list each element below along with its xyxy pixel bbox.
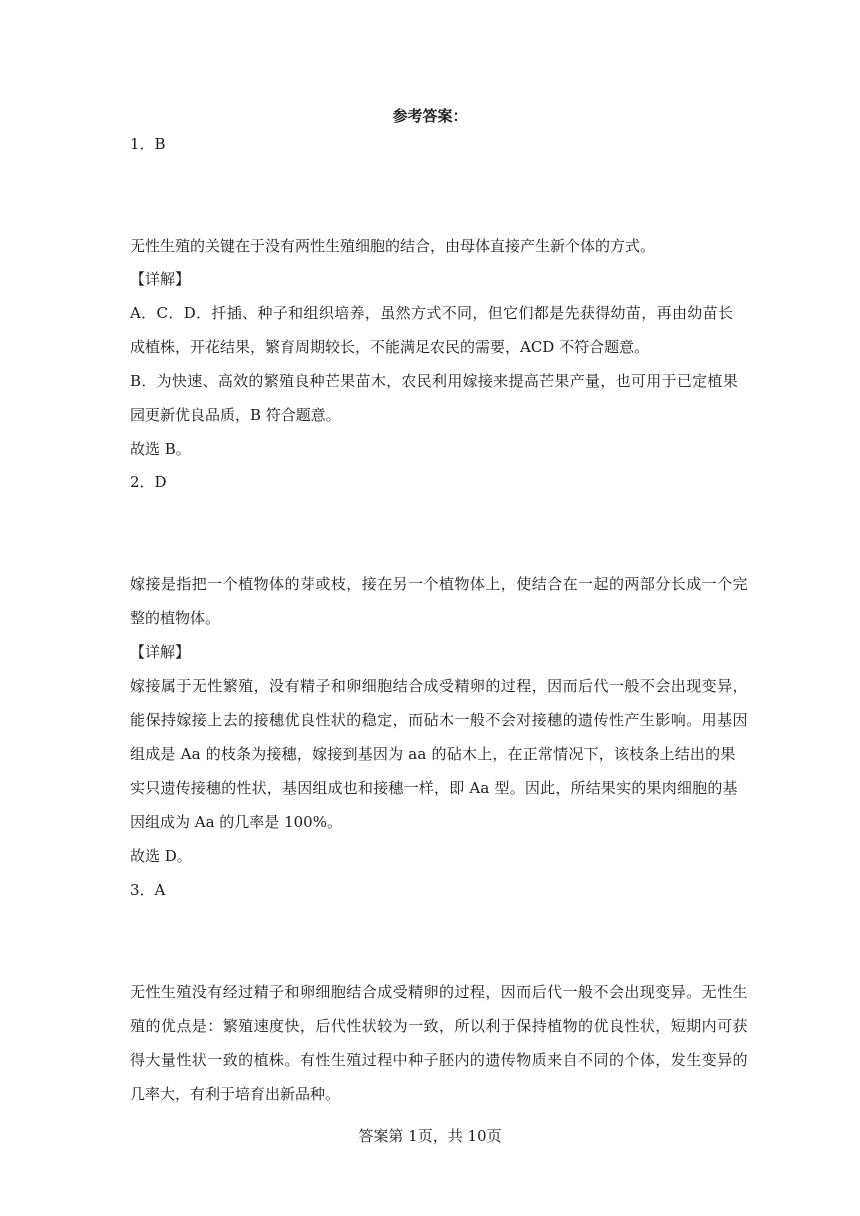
answer-3-analysis: 殖的优点是：繁殖速度快，后代性状较为一致，所以利于保持植物的优良性状，短期内可获: [130, 1017, 749, 1035]
answer-3-analysis: 得大量性状一致的植株。有性生殖过程中种子胚内的遗传物质来自不同的个体，发生变异的: [130, 1051, 749, 1069]
answer-2-detail-line: 组成是 Aa 的枝条为接穗，嫁接到基因为 aa 的砧木上，在正常情况下，该枝条上结出的果: [130, 745, 736, 763]
answer-1-detail-line: A．C．D．扦插、种子和组织培养，虽然方式不同，但它们都是先获得幼苗，再由幼苗长: [130, 304, 734, 322]
answer-2-detail-line: 能保持嫁接上去的接穗优良性状的稳定，而砧木一般不会对接穗的遗传性产生影响。用基因: [130, 711, 749, 729]
answer-3-analysis: 几率大，有利于培育出新品种。: [130, 1085, 341, 1103]
answer-2-conclusion: 故选 D。: [130, 847, 192, 865]
answer-2-detail-line: 嫁接属于无性繁殖，没有精子和卵细胞结合成受精卵的过程，因而后代一般不会出现变异，: [130, 677, 749, 695]
page-title: 参考答案：: [392, 107, 468, 125]
answer-1-conclusion: 故选 B。: [130, 440, 191, 458]
answer-1-detail-label: 【详解】: [130, 270, 191, 288]
answer-1-detail-line: 园更新优良品质，B 符合题意。: [130, 406, 341, 424]
page-footer: 答案第 1页，共 10页: [358, 1127, 502, 1145]
answer-2-heading: 2．D: [130, 473, 167, 491]
answer-2-detail-line: 因组成为 Aa 的几率是 100%。: [130, 813, 342, 831]
answer-1-detail-line: 成植株，开花结果，繁育周期较长，不能满足农民的需要，ACD 不符合题意。: [130, 338, 650, 356]
answer-2-detail-label: 【详解】: [130, 643, 191, 661]
answer-3-heading: 3．A: [130, 881, 166, 899]
answer-3-analysis: 无性生殖没有经过精子和卵细胞结合成受精卵的过程，因而后代一般不会出现变异。无性生: [130, 983, 749, 1001]
answer-2-detail-line: 实只遗传接穗的性状，基因组成也和接穗一样，即 Aa 型。因此，所结果实的果肉细胞的基: [130, 779, 738, 797]
answer-2-analysis: 整的植物体。: [130, 609, 221, 627]
answer-1-detail-line: B．为快速、高效的繁殖良种芒果苗木，农民利用嫁接来提高芒果产量，也可用于已定植果: [130, 372, 739, 390]
answer-1-analysis: 无性生殖的关键在于没有两性生殖细胞的结合，由母体直接产生新个体的方式。: [130, 237, 656, 255]
answer-2-analysis: 嫁接是指把一个植物体的芽或枝，接在另一个植物体上，使结合在一起的两部分长成一个完: [130, 575, 749, 593]
answer-1-heading: 1．B: [130, 135, 166, 153]
